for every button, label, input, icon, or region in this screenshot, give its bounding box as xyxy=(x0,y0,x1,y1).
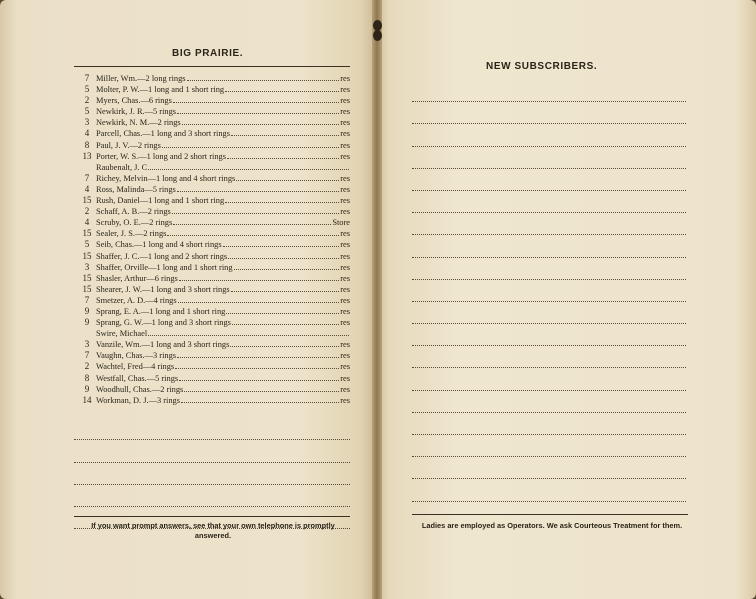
entry-leader-dots xyxy=(162,139,339,148)
entry-rings: —3 rings xyxy=(144,351,177,361)
entry-leader-dots xyxy=(234,261,340,270)
entry-number: 5 xyxy=(84,239,90,250)
subscriber-entry xyxy=(78,72,350,83)
entry-rings: —1 long and 1 short ring xyxy=(139,85,225,95)
new-subscriber-line xyxy=(412,457,686,479)
binding-hole-lower xyxy=(373,30,382,41)
entry-number: 9 xyxy=(84,305,90,316)
entry-number: 4 xyxy=(84,128,90,139)
entry-rings: —4 rings xyxy=(145,295,177,305)
subscriber-entry xyxy=(78,227,350,238)
entry-name: Shaffer, Orville xyxy=(96,262,149,272)
entry-rings: —1 long and 2 short rings xyxy=(139,251,228,261)
new-subscriber-line xyxy=(412,368,686,390)
entry-name: Seib, Chas. xyxy=(96,240,134,250)
entry-rings: —2 rings xyxy=(140,218,173,228)
left-heading-rule xyxy=(74,66,350,67)
entry-type: res xyxy=(340,96,350,106)
entry-leader-dots xyxy=(226,305,339,314)
entry-name: Rush, Daniel xyxy=(96,196,140,206)
entry-type: res xyxy=(340,318,350,328)
entry-number: 4 xyxy=(84,183,90,194)
entry-name: Myers, Chas. xyxy=(96,96,141,106)
entry-name: Molter, P. W. xyxy=(96,85,140,95)
new-subscriber-lines xyxy=(412,80,686,502)
entry-rings: —2 rings xyxy=(149,118,181,128)
entry-number: 15 xyxy=(82,195,92,206)
entry-type: res xyxy=(340,118,350,128)
entry-name: Smetzer, A. D. xyxy=(96,295,146,305)
subscriber-entry xyxy=(78,360,350,371)
entry-leader-dots xyxy=(184,383,339,392)
entry-type: res xyxy=(340,284,350,294)
entry-rings: —1 long and 3 short rings xyxy=(142,129,230,139)
blank-entry-line xyxy=(74,440,350,462)
left-footer-note: If you want prompt answers, see that your own telephone is promptly answered. xyxy=(91,521,335,540)
entry-number: 5 xyxy=(84,106,90,117)
entry-leader-dots xyxy=(227,150,339,159)
subscriber-entry xyxy=(78,327,350,338)
entry-number: 13 xyxy=(82,150,92,161)
entry-number: 14 xyxy=(82,394,92,405)
subscriber-entry xyxy=(78,294,350,305)
entry-type: res xyxy=(340,340,350,350)
entry-leader-dots xyxy=(177,105,339,114)
entry-type: res xyxy=(340,74,350,83)
entry-rings: —1 long and 1 short ring xyxy=(148,262,233,272)
entry-type: res xyxy=(340,362,350,372)
left-blank-lines xyxy=(74,418,350,529)
subscriber-entry xyxy=(78,127,350,138)
entry-name: Shasler, Arthur xyxy=(96,273,147,283)
entry-number: 3 xyxy=(84,339,90,350)
entry-rings: —2 rings xyxy=(139,207,171,217)
entry-name: Scruby, O. E. xyxy=(96,218,141,228)
blank-entry-line xyxy=(74,485,350,507)
entry-type: res xyxy=(340,373,350,383)
entry-rings: —1 long and 2 short rings xyxy=(138,151,226,161)
entry-name: Ross, Malinda xyxy=(96,184,145,194)
entry-number: 4 xyxy=(84,217,90,228)
entry-rings: —1 long and 3 short rings xyxy=(143,318,231,328)
entry-leader-dots xyxy=(231,127,339,136)
right-footer-rule xyxy=(412,514,688,515)
new-subscriber-line xyxy=(412,435,686,457)
entry-number: 9 xyxy=(84,317,90,328)
new-subscriber-line xyxy=(412,302,686,324)
new-subscriber-line xyxy=(412,280,686,302)
entry-leader-dots xyxy=(179,372,339,381)
entry-type: res xyxy=(340,240,350,250)
entry-type: res xyxy=(340,351,350,361)
entry-name: Shaffer, J. C. xyxy=(96,251,140,261)
entry-number: 15 xyxy=(82,272,92,283)
entry-leader-dots xyxy=(187,72,340,81)
entry-name: Sprang, G. W. xyxy=(96,318,144,328)
subscriber-entry xyxy=(78,216,350,227)
entry-type: res xyxy=(340,107,350,117)
entry-leader-dots xyxy=(179,272,339,281)
subscriber-entry xyxy=(78,83,350,94)
entry-name: Westfall, Chas. xyxy=(96,373,147,383)
book-gutter xyxy=(372,0,382,599)
entry-rings: —1 long and 4 short rings xyxy=(133,240,222,250)
subscriber-entry xyxy=(78,338,350,349)
entry-number: 2 xyxy=(84,361,90,372)
entry-rings: —2 rings xyxy=(129,140,161,150)
entry-name: Raubenalt, J. C xyxy=(96,162,148,172)
entry-leader-dots xyxy=(223,238,340,247)
entry-rings: —2 rings xyxy=(151,384,184,394)
subscriber-entry xyxy=(78,205,350,216)
subscriber-entry xyxy=(78,183,350,194)
subscriber-entry xyxy=(78,316,350,327)
entry-name: Vanzile, Wm. xyxy=(96,340,142,350)
new-subscriber-line xyxy=(412,147,686,169)
entry-leader-dots xyxy=(181,394,339,403)
entry-number: 7 xyxy=(84,172,90,183)
entry-name: Newkirk, N. M. xyxy=(96,118,150,128)
new-subscriber-line xyxy=(412,80,686,102)
entry-leader-dots xyxy=(228,250,339,259)
new-subscriber-line xyxy=(412,391,686,413)
entry-name: Workman, D. J. xyxy=(96,395,149,405)
entry-name: Swire, Michael xyxy=(96,329,148,339)
entry-name: Richey, Melvin xyxy=(96,173,148,183)
subscriber-entry xyxy=(78,250,350,261)
subscriber-entry xyxy=(78,261,350,272)
entry-leader-dots xyxy=(182,116,340,125)
new-subscriber-line xyxy=(412,191,686,213)
subscriber-entry xyxy=(78,349,350,360)
entry-leader-dots xyxy=(236,172,339,181)
entry-rings: —4 rings xyxy=(142,362,175,372)
entry-leader-dots xyxy=(231,283,340,292)
entry-type: res xyxy=(340,251,350,261)
subscriber-entry xyxy=(78,150,350,161)
new-subscriber-line xyxy=(412,346,686,368)
entry-name: Vaughn, Chas. xyxy=(96,351,145,361)
subscriber-entry xyxy=(78,194,350,205)
entry-rings: —5 rings xyxy=(144,107,177,117)
entry-rings: —1 long and 1 short ring xyxy=(140,306,226,316)
subscriber-entry xyxy=(78,116,350,127)
subscriber-entry xyxy=(78,383,350,394)
entry-number: 3 xyxy=(84,117,90,128)
new-subscriber-line xyxy=(412,102,686,124)
entry-leader-dots xyxy=(177,349,339,358)
entry-rings: —2 rings xyxy=(134,229,167,239)
subscriber-listing xyxy=(78,72,350,405)
entry-leader-dots xyxy=(173,216,331,225)
entry-name: Porter, W. S. xyxy=(96,151,139,161)
left-footer-rule xyxy=(74,516,350,517)
entry-type: res xyxy=(340,173,350,183)
entry-number: 8 xyxy=(84,139,90,150)
entry-leader-dots xyxy=(177,183,339,192)
entry-type: res xyxy=(340,229,350,239)
entry-type: res xyxy=(340,129,350,139)
entry-type: res xyxy=(340,140,350,150)
entry-name: Parcell, Chas. xyxy=(96,129,143,139)
entry-rings: —6 rings xyxy=(146,273,178,283)
entry-number: 8 xyxy=(84,372,90,383)
new-subscriber-line xyxy=(412,479,686,501)
entry-name: Woodhull, Chas. xyxy=(96,384,152,394)
subscriber-entry xyxy=(78,161,350,172)
entry-type: res xyxy=(340,306,350,316)
entry-name: Schaff, A. B. xyxy=(96,207,140,217)
entry-number: 3 xyxy=(84,261,90,272)
entry-leader-dots xyxy=(225,83,339,92)
entry-leader-dots xyxy=(175,360,339,369)
entry-rings: —3 rings xyxy=(148,395,180,405)
subscriber-entry xyxy=(78,172,350,183)
entry-rings: —2 long rings xyxy=(137,74,186,83)
entry-number: 2 xyxy=(84,206,90,217)
subscriber-entry xyxy=(78,283,350,294)
entry-number: 7 xyxy=(84,350,90,361)
entry-number: 9 xyxy=(84,383,90,394)
entry-name: Newkirk, J. R. xyxy=(96,107,145,117)
subscriber-entry xyxy=(78,238,350,249)
entry-number: 15 xyxy=(82,228,92,239)
subscriber-entry xyxy=(78,105,350,116)
entry-name: Wachtel, Fred xyxy=(96,362,143,372)
subscriber-entry xyxy=(78,94,350,105)
entry-leader-dots xyxy=(172,205,339,214)
subscriber-entry xyxy=(78,305,350,316)
right-page-heading: NEW SUBSCRIBERS. xyxy=(486,61,598,72)
entry-type: res xyxy=(340,262,350,272)
entry-leader-dots xyxy=(225,194,339,203)
entry-leader-dots xyxy=(178,294,340,303)
entry-type: res xyxy=(340,207,350,217)
entry-name: Sealer, J. S. xyxy=(96,229,135,239)
entry-type: res xyxy=(340,151,350,161)
new-subscriber-line xyxy=(412,124,686,146)
entry-type: res xyxy=(340,196,350,206)
entry-leader-dots xyxy=(230,338,339,347)
right-footer-note: Ladies are employed as Operators. We ask Courteous Treatment for them. xyxy=(421,521,683,530)
new-subscriber-line xyxy=(412,213,686,235)
entry-type: Store xyxy=(332,218,350,228)
entry-rings: —1 long and 1 short ring xyxy=(139,196,225,206)
entry-rings: —5 rings xyxy=(146,373,179,383)
new-subscriber-line xyxy=(412,258,686,280)
entry-rings: —6 rings xyxy=(140,96,172,106)
entry-name: Paul, J. V. xyxy=(96,140,130,150)
new-subscriber-line xyxy=(412,324,686,346)
subscriber-entry xyxy=(78,139,350,150)
entry-type: res xyxy=(340,395,350,405)
entry-number: 15 xyxy=(82,283,92,294)
entry-leader-dots xyxy=(173,94,339,103)
entry-leader-dots xyxy=(148,161,349,170)
entry-leader-dots xyxy=(167,227,339,236)
entry-number: 15 xyxy=(82,250,92,261)
new-subscriber-line xyxy=(412,169,686,191)
entry-rings: —5 rings xyxy=(144,184,176,194)
left-page-heading: BIG PRAIRIE. xyxy=(172,48,244,59)
entry-rings: —1 long and 3 short rings xyxy=(141,284,230,294)
entry-rings: —1 long and 4 short rings xyxy=(147,173,236,183)
entry-name: Shearer, J. W. xyxy=(96,284,142,294)
entry-number: 7 xyxy=(84,294,90,305)
entry-type: res xyxy=(340,273,350,283)
entry-type: res xyxy=(340,384,350,394)
subscriber-entry xyxy=(78,372,350,383)
entry-number: 5 xyxy=(84,84,90,95)
new-subscriber-line xyxy=(412,235,686,257)
entry-name: Miller, Wm. xyxy=(96,74,138,83)
entry-leader-dots xyxy=(148,327,349,336)
entry-rings: —1 long and 3 short rings xyxy=(141,340,230,350)
entry-type: res xyxy=(340,184,350,194)
entry-type: res xyxy=(340,85,350,95)
subscriber-entry xyxy=(78,272,350,283)
entry-leader-dots xyxy=(232,316,339,325)
entry-number: 7 xyxy=(84,73,90,83)
blank-entry-line xyxy=(74,463,350,485)
subscriber-entry xyxy=(78,394,350,405)
blank-entry-line xyxy=(74,418,350,440)
entry-type: res xyxy=(340,295,350,305)
entry-number: 2 xyxy=(84,95,90,106)
entry-name: Sprang, E. A. xyxy=(96,306,141,316)
new-subscriber-line xyxy=(412,413,686,435)
